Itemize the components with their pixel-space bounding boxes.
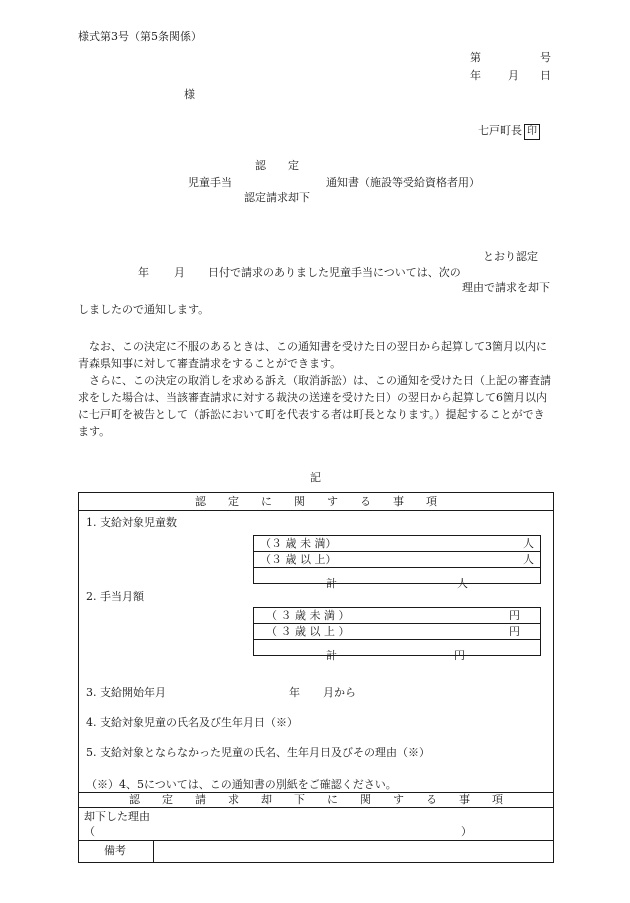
date-day: 日 — [540, 69, 551, 82]
intro-month: 月 — [174, 266, 185, 279]
item3-label: 3. 支給開始年月 — [86, 686, 166, 699]
monthly-amount-total-label: 計 — [326, 648, 337, 662]
doc-number-prefix: 第 — [470, 51, 481, 64]
monthly-amount-over3-label: （ ３ 歳 以 上 ） — [266, 625, 350, 638]
child-count-total-label: 計 — [326, 576, 337, 590]
notice-paragraph-lawsuit: さらに、この決定の取消しを求める訴え（取消訴訟）は、この通知を受けた日（上記の審査請求をした場合は、当該審査請求に対する裁決の送達を受けた日）の翌日から起算して6箇月以内に七戸町を被告として（訴訟において町を代表する者は町長となります。）提起することができます。 — [78, 374, 551, 438]
intro-closing: しましたので通知します。 — [78, 303, 210, 316]
notice-text — [78, 338, 552, 440]
remarks-column-divider — [153, 840, 154, 862]
issuer — [478, 124, 540, 140]
monthly-amount-total-unit: 円 — [454, 648, 465, 662]
title-main-right: 通知書（施設等受給資格者用） — [326, 176, 480, 189]
child-count-row-total — [254, 568, 541, 584]
item3-month: 月から — [323, 686, 356, 699]
monthly-amount-row-total — [254, 640, 541, 656]
child-count-over3-label: （３ 歳 以 上） — [260, 553, 337, 566]
title-main-left: 児童手当 — [188, 176, 232, 189]
ki-heading: 記 — [310, 471, 321, 484]
rejection-reason-paren-open: （ — [84, 825, 95, 838]
title-option-rejection: 認定請求却下 — [244, 191, 310, 204]
item4-label: 4. 支給対象児童の氏名及び生年月日（※） — [86, 716, 298, 729]
intro-option-approval: とおり認定 — [483, 250, 538, 263]
rejection-reason-label: 却下した理由 — [84, 810, 150, 823]
intro-year: 年 — [138, 266, 149, 279]
item5-label: 5. 支給対象とならなかった児童の氏名、生年月日及びその理由（※） — [86, 746, 430, 759]
rejection-section-heading: 認 定 請 求 却 下 に 関 す る 事 項 — [129, 793, 503, 806]
seal-mark: 印 — [524, 124, 540, 140]
date-year: 年 — [470, 69, 481, 82]
approval-section-heading: 認 定 に 関 す る 事 項 — [195, 495, 437, 508]
remarks-label: 備考 — [104, 844, 126, 857]
monthly-amount-under3-label: （ ３ 歳 未 満 ） — [266, 609, 350, 622]
rejection-reason-paren-close: ） — [461, 825, 472, 838]
child-count-row-under3 — [254, 536, 541, 552]
addressee-suffix: 様 — [184, 88, 195, 101]
child-count-total-unit: 人 — [457, 576, 468, 590]
rejection-heading-divider — [78, 807, 554, 808]
monthly-amount-row-over3 — [254, 624, 541, 640]
remarks-divider — [78, 840, 554, 841]
child-count-under3-unit: 人 — [523, 537, 534, 550]
monthly-amount-table — [253, 607, 541, 662]
monthly-amount-over3-unit: 円 — [509, 625, 520, 638]
item2-label: 2. 手当月額 — [86, 590, 144, 603]
item3-year: 年 — [289, 686, 300, 699]
intro-day-text: 日付で請求のありました児童手当については、次の — [208, 266, 461, 279]
monthly-amount-under3-unit: 円 — [509, 609, 520, 622]
footnote: （※）4、5については、この通知書の別紙をご確認ください。 — [86, 778, 397, 791]
child-count-row-over3 — [254, 552, 541, 568]
intro-option-rejection: 理由で請求を却下 — [462, 281, 550, 294]
child-count-over3-unit: 人 — [523, 553, 534, 566]
form-number: 様式第3号（第5条関係） — [78, 30, 202, 43]
doc-number-suffix: 号 — [540, 51, 551, 64]
notice-paragraph-appeal: なお、この決定に不服のあるときは、この通知書を受けた日の翌日から起算して3箇月以内に青森県知事に対して審査請求をすることができます。 — [78, 340, 547, 370]
title-option-approval: 認 定 — [255, 159, 299, 172]
child-count-under3-label: （３ 歳 未 満） — [260, 537, 337, 550]
date-month: 月 — [508, 69, 519, 82]
child-count-table — [253, 535, 541, 590]
item1-label: 1. 支給対象児童数 — [86, 516, 177, 529]
monthly-amount-row-under3 — [254, 608, 541, 624]
approval-heading-divider — [78, 510, 554, 511]
issuer-name: 七戸町長 — [478, 124, 522, 137]
